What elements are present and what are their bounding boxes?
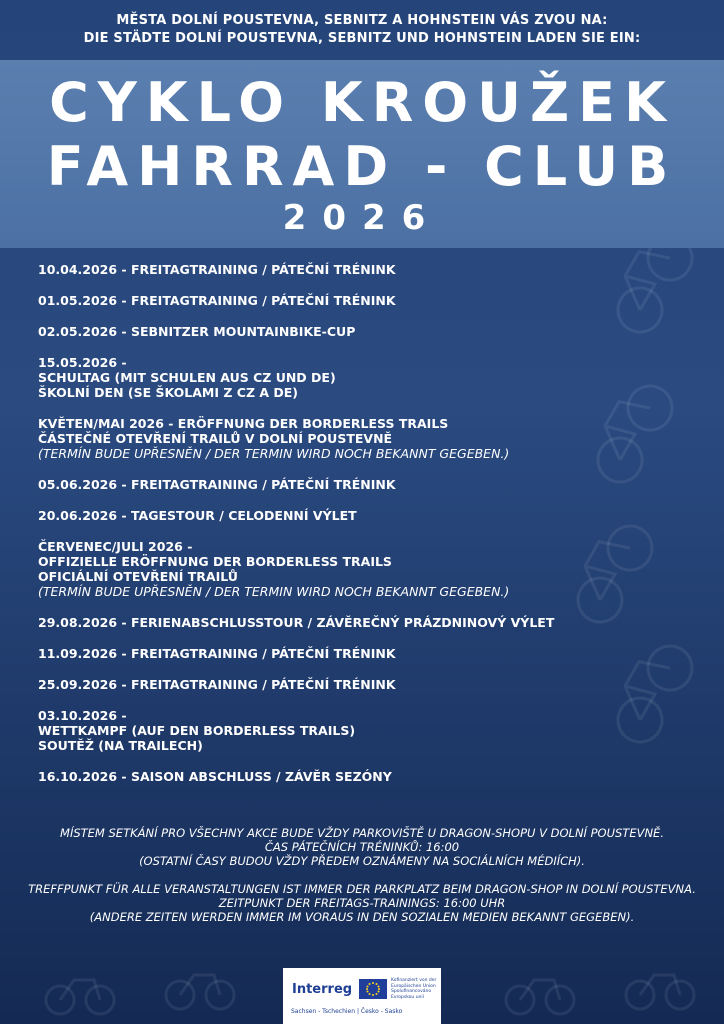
meeting-info-line: MÍSTEM SETKÁNÍ PRO VŠECHNY AKCE BUDE VŽDY PARKOVIŠTĚ U DRAGON-SHOPU V DOLNÍ POUSTEVNĚ.: [60, 826, 664, 840]
event-item: [38, 262, 698, 277]
event-schedule: [38, 262, 698, 800]
title-line-de: FAHRRAD - CLUB: [46, 135, 678, 198]
event-item: [38, 539, 698, 599]
event-line: ŠKOLNÍ DEN (SE ŠKOLAMI Z CZ A DE): [38, 385, 299, 400]
event-item: [38, 769, 698, 784]
event-item: [38, 615, 698, 630]
meeting-info-line: ČAS PÁTEČNÍCH TRÉNINKŮ: 16:00: [264, 840, 460, 854]
eu-flag-icon: [359, 979, 387, 999]
event-item: [38, 477, 698, 492]
event-item: [38, 355, 698, 400]
event-line: 01.05.2026 - FREITAGTRAINING / PÁTEČNÍ TRÉNINK: [38, 293, 396, 308]
event-note: (TERMÍN BUDE UPŘESNĚN / DER TERMIN WIRD NOCH BEKANNT GEGEBEN.): [38, 446, 510, 461]
title-line-cz: CYKLO KROUŽEK: [49, 71, 675, 134]
interreg-wordmark: Interreg: [292, 982, 353, 997]
meeting-info-line: ZEITPUNKT DER FREITAGS-TRAININGS: 16:00 UHR: [218, 896, 506, 910]
event-line: 25.09.2026 - FREITAGTRAINING / PÁTEČNÍ TRÉNINK: [38, 677, 396, 692]
event-item: [38, 293, 698, 308]
event-line: ČERVENEC/JULI 2026 -: [38, 539, 193, 554]
event-line: OFICIÁLNÍ OTEVŘENÍ TRAILŮ: [38, 569, 238, 584]
meeting-info-line: TREFFPUNKT FÜR ALLE VERANSTALTUNGEN IST IMMER DER PARKPLATZ BEIM DRAGON-SHOP IN DOLNÍ POUSTEVNA.: [28, 882, 696, 896]
event-line: KVĚTEN/MAI 2026 - ERÖFFNUNG DER BORDERLESS TRAILS: [38, 416, 449, 431]
event-line: 16.10.2026 - SAISON ABSCHLUSS / ZÁVĚR SEZÓNY: [38, 769, 392, 784]
title-year: 2026: [282, 198, 442, 238]
event-line: 11.09.2026 - FREITAGTRAINING / PÁTEČNÍ TRÉNINK: [38, 646, 396, 661]
event-item: [38, 508, 698, 523]
event-line: 02.05.2026 - SEBNITZER MOUNTAINBIKE-CUP: [38, 324, 356, 339]
event-line: ČÁSTEČNÉ OTEVŘENÍ TRAILŮ V DOLNÍ POUSTEVNĚ: [38, 431, 393, 446]
meeting-info-line: (ANDERE ZEITEN WERDEN IMMER IM VORAUS IN DEN SOZIALEN MEDIEN BEKANNT GEGEBEN).: [89, 910, 635, 924]
event-note: (TERMÍN BUDE UPŘESNĚN / DER TERMIN WIRD NOCH BEKANNT GEGEBEN.): [38, 584, 510, 599]
event-line: 05.06.2026 - FREITAGTRAINING / PÁTEČNÍ TRÉNINK: [38, 477, 396, 492]
event-line: 10.04.2026 - FREITAGTRAINING / PÁTEČNÍ TRÉNINK: [38, 262, 396, 277]
event-line: 20.06.2026 - TAGESTOUR / CELODENNÍ VÝLET: [38, 508, 357, 523]
event-item: [38, 677, 698, 692]
invitation-line-de: DIE STÄDTE DOLNÍ POUSTEVNA, SEBNITZ UND HOHNSTEIN LADEN SIE EIN:: [83, 31, 641, 46]
event-item: [38, 646, 698, 661]
interreg-logo: [283, 968, 441, 1024]
event-line: SCHULTAG (MIT SCHULEN AUS CZ UND DE): [38, 370, 336, 385]
event-item: [38, 708, 698, 753]
meeting-info-cz: [20, 826, 704, 868]
meeting-info-line: (OSTATNÍ ČASY BUDOU VŽDY PŘEDEM OZNÁMENY NA SOCIÁLNÍCH MÉDIÍCH).: [139, 854, 585, 868]
invitation-header: [0, 12, 724, 48]
event-line: 03.10.2026 -: [38, 708, 127, 723]
meeting-info-de: [20, 882, 704, 924]
programme-region: Sachsen - Tschechien | Česko - Sasko: [291, 1008, 403, 1015]
event-line: OFFIZIELLE ERÖFFNUNG DER BORDERLESS TRAILS: [38, 554, 392, 569]
event-line: 29.08.2026 - FERIENABSCHLUSSTOUR / ZÁVĚREČNÝ PRÁZDNINOVÝ VÝLET: [38, 615, 555, 630]
meeting-info: [20, 826, 704, 938]
event-item: [38, 324, 698, 339]
event-line: WETTKAMPF (AUF DEN BORDERLESS TRAILS): [38, 723, 356, 738]
eu-cofinancing-text: Kofinanziert von der Europäischen Union Spolufinancováno Evropskou unií: [391, 978, 437, 1000]
event-line: SOUTĚŽ (NA TRAILECH): [38, 738, 203, 753]
invitation-line-cz: MĚSTA DOLNÍ POUSTEVNA, SEBNITZ A HOHNSTEIN VÁS ZVOU NA:: [116, 13, 608, 28]
event-item: [38, 416, 698, 461]
event-line: 15.05.2026 -: [38, 355, 127, 370]
